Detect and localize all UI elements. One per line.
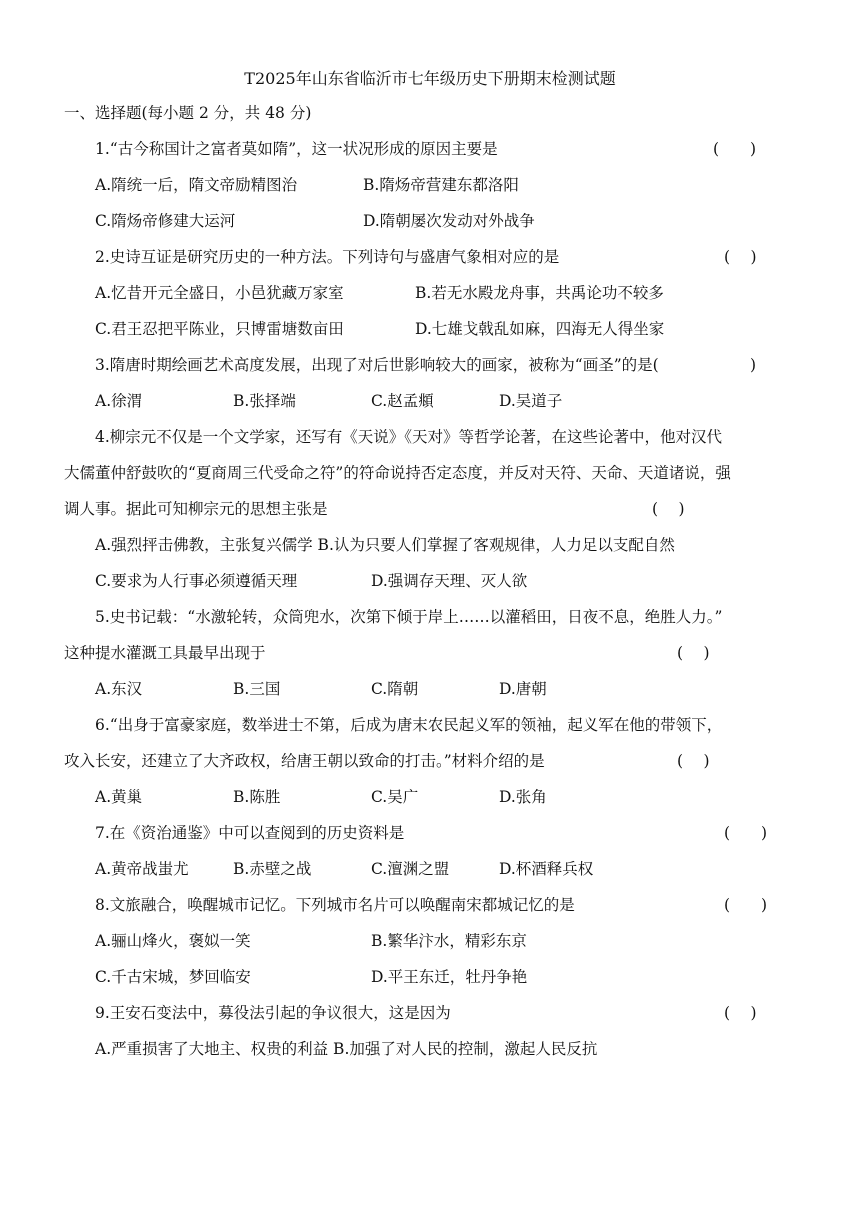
page-title: T2025年山东省临沂市七年级历史下册期末检测试题 <box>244 69 616 88</box>
answer-bracket: ( ) <box>724 1004 757 1022</box>
q6-option-b: B.陈胜 <box>233 788 281 806</box>
question-4-stem-line2: 大儒董仲舒鼓吹的“夏商周三代受命之符”的符命说持否定态度，并反对天符、天命、天道诸说，强 <box>64 464 731 482</box>
answer-bracket: ( ) <box>724 896 768 914</box>
q6-option-d: D.张角 <box>499 788 547 806</box>
q2-option-d: D.七雄戈戟乱如麻，四海无人得坐家 <box>415 320 665 338</box>
question-6-stem-line2: 攻入长安，还建立了大齐政权，给唐王朝以致命的打击。”材料介绍的是 <box>64 752 545 770</box>
q4-option-c: C.要求为人行事必须遵循天理 <box>95 572 298 590</box>
answer-bracket: ( ) <box>724 824 768 842</box>
q2-option-c: C.君王忍把平陈业，只博雷塘数亩田 <box>95 320 344 338</box>
question-2-stem: 2.史诗互证是研究历史的一种方法。下列诗句与盛唐气象相对应的是 <box>95 248 560 266</box>
q3-option-c: C.赵孟頫 <box>371 392 434 410</box>
question-6-stem-line1: 6.“出身于富豪家庭，数举进士不第，后成为唐末农民起义军的领袖，起义军在他的带领下， <box>95 716 723 734</box>
q1-option-a: A.隋统一后，隋文帝励精图治 <box>95 176 298 194</box>
q6-option-c: C.吴广 <box>371 788 419 806</box>
q7-option-b: B.赤壁之战 <box>233 860 312 878</box>
question-9-stem: 9.王安石变法中，募役法引起的争议很大，这是因为 <box>95 1004 451 1022</box>
q3-option-a: A.徐渭 <box>95 392 143 410</box>
q5-option-b: B.三国 <box>233 680 281 698</box>
question-7-stem: 7.在《资治通鉴》中可以查阅到的历史资料是 <box>95 824 405 842</box>
question-4-stem-line3: 调人事。据此可知柳宗元的思想主张是 <box>64 500 328 518</box>
answer-bracket: ( ) <box>724 248 757 266</box>
q1-option-d: D.隋朝屡次发动对外战争 <box>363 212 535 230</box>
q8-option-d: D.平王东迁，牡丹争艳 <box>371 968 528 986</box>
question-4-stem-line1: 4.柳宗元不仅是一个文学家，还写有《天说》《天对》等哲学论著，在这些论著中，他对汉代 <box>95 428 723 446</box>
q4-option-ab: A.强烈抨击佛教，主张复兴儒学 B.认为只要人们掌握了客观规律，人力足以支配自然 <box>95 536 675 554</box>
answer-bracket-close: ) <box>750 356 757 374</box>
q3-option-b: B.张择端 <box>233 392 296 410</box>
question-8-stem: 8.文旅融合，唤醒城市记忆。下列城市名片可以唤醒南宋都城记忆的是 <box>95 896 575 914</box>
q7-option-a: A.黄帝战蚩尤 <box>95 860 189 878</box>
answer-bracket: ( ) <box>652 500 685 518</box>
q8-option-b: B.繁华汴水，精彩东京 <box>371 932 527 950</box>
q1-option-b: B.隋炀帝营建东都洛阳 <box>363 176 519 194</box>
q7-option-d: D.杯酒释兵权 <box>499 860 594 878</box>
answer-bracket: ( ) <box>713 140 757 158</box>
q4-option-d: D.强调存天理、灭人欲 <box>371 572 528 590</box>
question-1-stem: 1.“古今称国计之富者莫如隋”，这一状况形成的原因主要是 <box>95 140 498 158</box>
q5-option-c: C.隋朝 <box>371 680 419 698</box>
q1-option-c: C.隋炀帝修建大运河 <box>95 212 236 230</box>
q8-option-c: C.千古宋城，梦回临安 <box>95 968 251 986</box>
question-5-stem-line1: 5.史书记载：“水激轮转，众筒兜水，次第下倾于岸上……以灌稻田，日夜不息，绝胜人力。” <box>95 608 723 626</box>
q2-option-a: A.忆昔开元全盛日，小邑犹藏万家室 <box>95 284 344 302</box>
answer-bracket: ( ) <box>677 644 710 662</box>
q6-option-a: A.黄巢 <box>95 788 143 806</box>
q9-option-ab: A.严重损害了大地主、权贵的利益 B.加强了对人民的控制，激起人民反抗 <box>95 1040 598 1058</box>
q8-option-a: A.骊山烽火，褒姒一笑 <box>95 932 251 950</box>
question-5-stem-line2: 这种提水灌溉工具最早出现于 <box>64 644 266 662</box>
section-heading: 一、选择题(每小题 2 分，共 48 分) <box>64 104 312 122</box>
q2-option-b: B.若无水殿龙舟事，共禹论功不较多 <box>415 284 664 302</box>
q5-option-a: A.东汉 <box>95 680 143 698</box>
q7-option-c: C.澶渊之盟 <box>371 860 450 878</box>
q3-option-d: D.吴道子 <box>499 392 563 410</box>
q5-option-d: D.唐朝 <box>499 680 547 698</box>
answer-bracket: ( ) <box>677 752 710 770</box>
question-3-stem: 3.隋唐时期绘画艺术高度发展，出现了对后世影响较大的画家，被称为“画圣”的是( <box>95 356 659 374</box>
